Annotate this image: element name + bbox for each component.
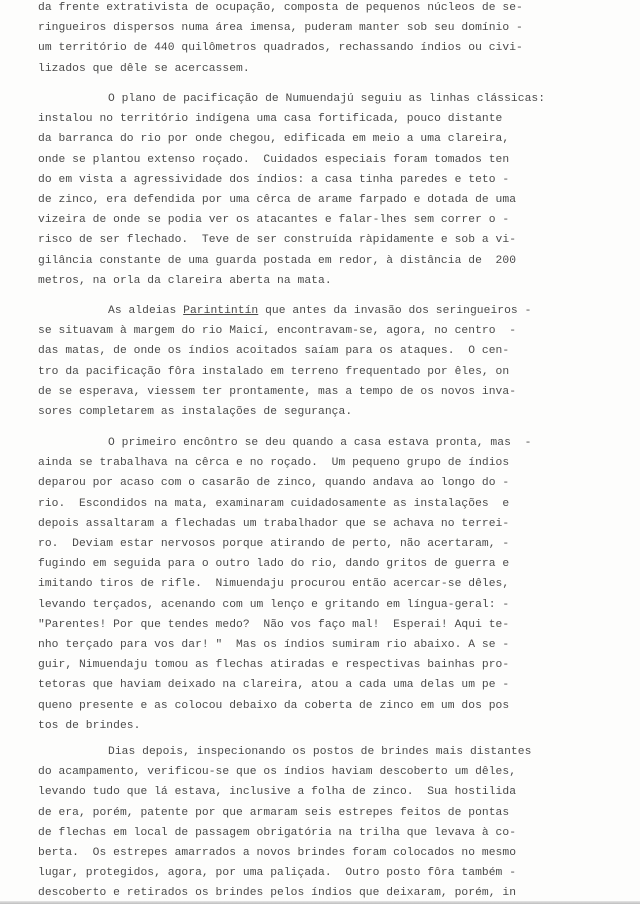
text-line: depois assaltaram a flechadas um trabalhador que se achava no terrei- (38, 517, 510, 530)
text-line: do em vista a agressividade dos índios: a casa tinha paredes e teto - (38, 173, 510, 186)
text-line: gilância constante de uma guarda postada em redor, à distância de 200 (38, 254, 517, 267)
underlined-term: Parintintín (183, 305, 259, 317)
text-line: "Parentes! Por que tendes medo? Não vos faço mal! Esperai! Aqui te- (38, 618, 510, 631)
text-line: ringueiros dispersos numa área imensa, puderam manter sob seu domínio - (38, 22, 523, 35)
text-line: de se esperava, viessem ter prontamente, mas a tempo de os novos inva- (38, 385, 517, 398)
text-line: O plano de pacificação de Numuendajú seguiu as linhas clássicas: (108, 93, 546, 105)
text-line: As aldeias Parintintín que antes da invasão dos seringueiros - (108, 305, 532, 317)
text-line: levando tudo que lá estava, inclusive a folha de zinco. Sua hostilida (38, 786, 517, 799)
text-line: queno presente e as colocou debaixo da coberta de zinco em um dos pos (38, 699, 510, 712)
text-line: Dias depois, inspecionando os postos de brindes mais distantes (108, 746, 532, 758)
text-line: risco de ser flechado. Teve de ser construída ràpidamente e sob a vi- (38, 234, 517, 247)
text-line: guir, Nimuendaju tomou as flechas atiradas e respectivas bainhas pro- (38, 659, 510, 672)
text-line: lugar, protegidos, agora, por uma paliçada. Outro posto fôra também - (38, 867, 517, 880)
text-line: rio. Escondidos na mata, examinaram cuidadosamente as instalações e (38, 497, 510, 510)
text-line: fugindo em seguida para o outro lado do rio, dando gritos de guerra e (38, 558, 510, 571)
text-line: tro da pacificação fôra instalado em terreno frequentado por êles, on (38, 365, 510, 378)
text-line: imitando tiros de rifle. Nimuendaju procurou então acercar-se dêles, (38, 578, 510, 591)
text-line: levando terçados, acenando com um lenço e gritando em língua-geral: - (38, 598, 510, 611)
text-line: da barranca do rio por onde chegou, edificada em meio a uma clareira, (38, 133, 510, 146)
text-line: instalou no território indígena uma casa fortificada, pouco distante (38, 113, 503, 126)
text-line: onde se plantou extenso roçado. Cuidados especiais foram tomados ten (38, 153, 510, 166)
text-line: O primeiro encôntro se deu quando a casa estava pronta, mas - (108, 437, 532, 449)
text-line: das matas, de onde os índios acoitados saíam para os ataques. O cen- (38, 345, 510, 358)
text-line: se situavam à margem do rio Maicí, encontravam-se, agora, no centro - (38, 325, 517, 338)
text-line: sores completarem as instalações de segurança. (38, 406, 353, 418)
text-line: berta. Os estrepes amarrados a novos brindes foram colocados no mesmo (38, 847, 517, 859)
text-line: de zinco, era defendida por uma cêrca de arame farpado e dotada de uma (38, 194, 517, 206)
text-line: de flechas em local de passagem obrigatória na trilha que levava à co- (38, 826, 517, 839)
text-line: tos de brindes. (38, 719, 141, 732)
text-line: tetoras que haviam deixado na clareira, atou a cada uma delas um pe - (38, 679, 510, 692)
text-line: descoberto e retirados os brindes pelos índios que deixaram, porém, in (38, 887, 517, 900)
text-line: lizados que dêle se acercassem. (38, 62, 250, 75)
text-line: da frente extrativista de ocupação, composta de pequenos núcleos de se- (38, 2, 523, 14)
text-line: ainda se trabalhava na cêrca e no roçado. Um pequeno grupo de índios (38, 457, 510, 470)
text-line: metros, na orla da clareira aberta na mata. (38, 274, 332, 287)
text-line: vizeira de onde se podia ver os atacantes e falar-lhes sem correr o - (38, 214, 510, 227)
text-line: um território de 440 quilômetros quadrados, rechassando índios ou civi- (38, 42, 523, 55)
text-line: nho terçado para vos dar! " Mas os índios sumiram rio abaixo. A se - (38, 639, 510, 651)
text-line: do acampamento, verificou-se que os índios haviam descoberto um dêles, (38, 766, 517, 779)
text-line: ro. Deviam estar nervosos porque atirando de perto, não acertaram, - (38, 538, 510, 550)
text-line: deparou por acaso com o casarão de zinco, quando andava ao longo do - (38, 477, 510, 490)
text-line: de era, porém, patente por que armaram seis estrepes feitos de pontas (38, 806, 510, 819)
